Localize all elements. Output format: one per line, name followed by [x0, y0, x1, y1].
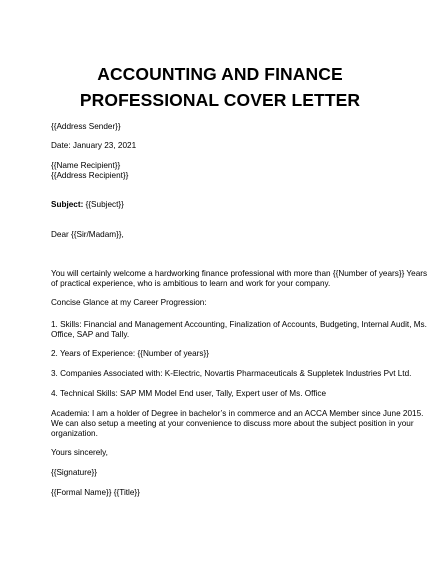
intro-line-2: of practical experience, who is ambitious to learn and work for your company. — [51, 279, 331, 288]
intro-line-1: You will certainly welcome a hardworking finance professional with more than {{Number of years}} Years — [51, 269, 428, 278]
experience-line: 2. Years of Experience: {{Number of years}} — [51, 349, 209, 358]
progression-heading: Concise Glance at my Career Progression: — [51, 298, 207, 307]
subject-value: {{Subject}} — [83, 200, 124, 209]
address-recipient: {{Address Recipient}} — [51, 171, 129, 180]
skills-line-2: Office, SAP and Tally. — [51, 330, 130, 339]
closing: Yours sincerely, — [51, 448, 108, 457]
academia-line-2: We can also setup a meeting at your convenience to discuss more about the subject position in your — [51, 419, 414, 428]
name-recipient: {{Name Recipient}} — [51, 161, 121, 170]
companies-line: 3. Companies Associated with: K-Electric, Novartis Pharmaceuticals & Suppletek Industries Pvt Ltd. — [51, 369, 412, 378]
subject-label: Subject: — [51, 200, 84, 209]
letter-date: Date: January 23, 2021 — [51, 141, 137, 150]
document-title-line-2: PROFESSIONAL COVER LETTER — [79, 90, 361, 110]
address-sender: {{Address Sender}} — [51, 122, 121, 131]
formal-name-title: {{Formal Name}} {{Title}} — [51, 488, 140, 497]
document-title-line-1: ACCOUNTING AND FINANCE — [97, 64, 343, 84]
academia-line-3: organization. — [51, 429, 98, 438]
subject-line — [51, 199, 124, 210]
skills-line-1: 1. Skills: Financial and Management Accounting, Finalization of Accounts, Budgeting, Internal Audit, Ms. — [51, 320, 427, 329]
technical-skills-line: 4. Technical Skills: SAP MM Model End user, Tally, Expert user of Ms. Office — [51, 389, 326, 398]
signature: {{Signature}} — [51, 468, 97, 477]
academia-line-1: Academia: I am a holder of Degree in bachelor’s in commerce and an ACCA Member since June 2015. — [51, 409, 424, 418]
salutation: Dear {{Sir/Madam}}, — [51, 230, 124, 239]
